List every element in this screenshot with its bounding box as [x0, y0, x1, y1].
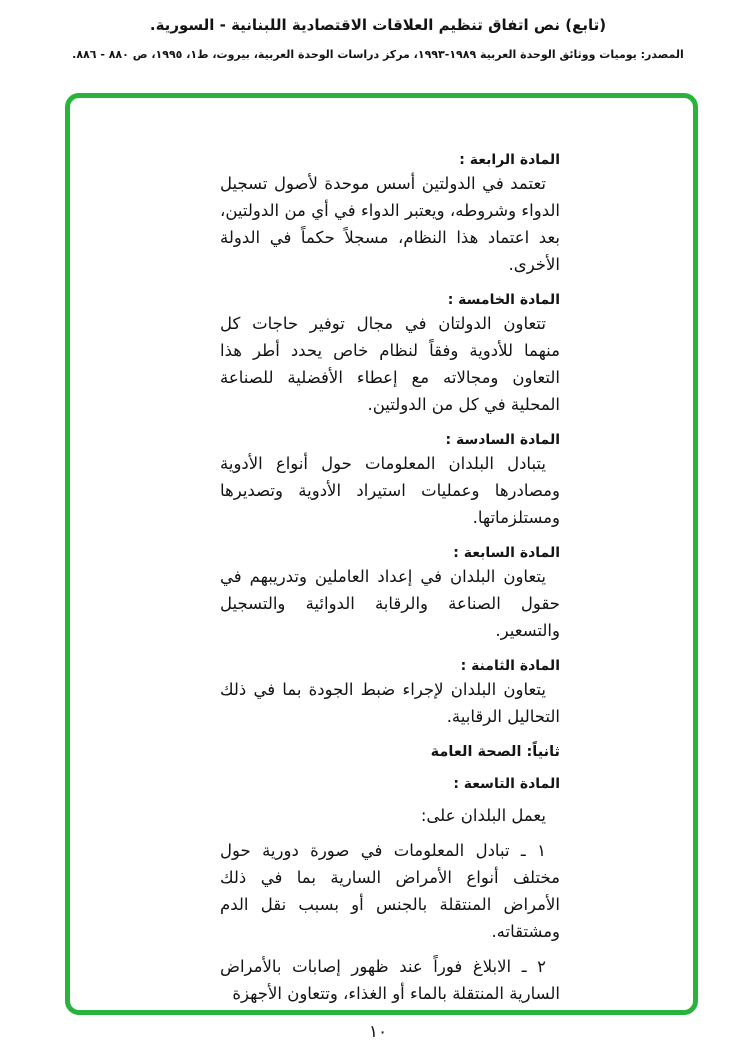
article-heading: المادة الرابعة : — [459, 152, 560, 168]
article-paragraph: يتبادل البلدان المعلومات حول أنواع الأدوية ومصادرها وعمليات استيراد الأدوية وتصديرها ومستلزماتها. — [220, 454, 560, 527]
section-heading: ثانياً: الصحة العامة — [430, 744, 560, 760]
document-frame — [65, 93, 698, 1015]
article-paragraph: تتعاون الدولتان في مجال توفير حاجات كل منهما للأدوية وفقاً لنظام خاص يحدد أطر هذا التعاون ومجالاته مع إعطاء الأفضلية للصناعة المحلية في كل من الدولتين. — [220, 314, 560, 414]
article-heading: المادة الخامسة : — [447, 292, 560, 308]
list-item: ١ ـ تبادل المعلومات في صورة دورية حول مختلف أنواع الأمراض السارية بما في ذلك الأمراض المنتقلة بالجنس أو بسبب نقل الدم ومشتقاته. — [220, 841, 560, 941]
list-item: ٢ ـ الابلاغ فوراً عند ظهور إصابات بالأمراض السارية المنتقلة بالماء أو الغذاء، وتتعاون الأجهزة — [220, 957, 560, 1003]
article-heading: المادة السابعة : — [453, 545, 560, 561]
document-body — [220, 138, 560, 1007]
article-paragraph: يعمل البلدان على: — [420, 806, 546, 825]
article-paragraph: تعتمد في الدولتين أسس موحدة لأصول تسجيل الدواء وشروطه، ويعتبر الدواء في أي من الدولتين، بعد اعتماد هذا النظام، مسجلاً حكماً في الدولة الأخرى. — [220, 174, 560, 274]
article-heading: المادة السادسة : — [445, 432, 560, 448]
article-heading: المادة التاسعة : — [453, 776, 560, 792]
page-title: (تابع) نص اتفاق تنظيم العلاقات الاقتصادية اللبنانية - السورية. — [149, 16, 607, 34]
article-paragraph: يتعاون البلدان لإجراء ضبط الجودة بما في ذلك التحاليل الرقابية. — [220, 680, 560, 726]
page-number: ١٠ — [368, 1022, 388, 1042]
article-paragraph: يتعاون البلدان في إعداد العاملين وتدريبهم في حقول الصناعة والرقابة الدوائية والتسجيل والتسعير. — [220, 567, 560, 640]
article-heading: المادة الثامنة : — [460, 658, 560, 674]
source-citation: المصدر: يوميات ووثائق الوحدة العربية ١٩٨٩-١٩٩٣، مركز دراسات الوحدة العربية، بيروت، ط١، ١٩٩٥، ص ٨٨٠ - ٨٨٦. — [72, 48, 684, 61]
